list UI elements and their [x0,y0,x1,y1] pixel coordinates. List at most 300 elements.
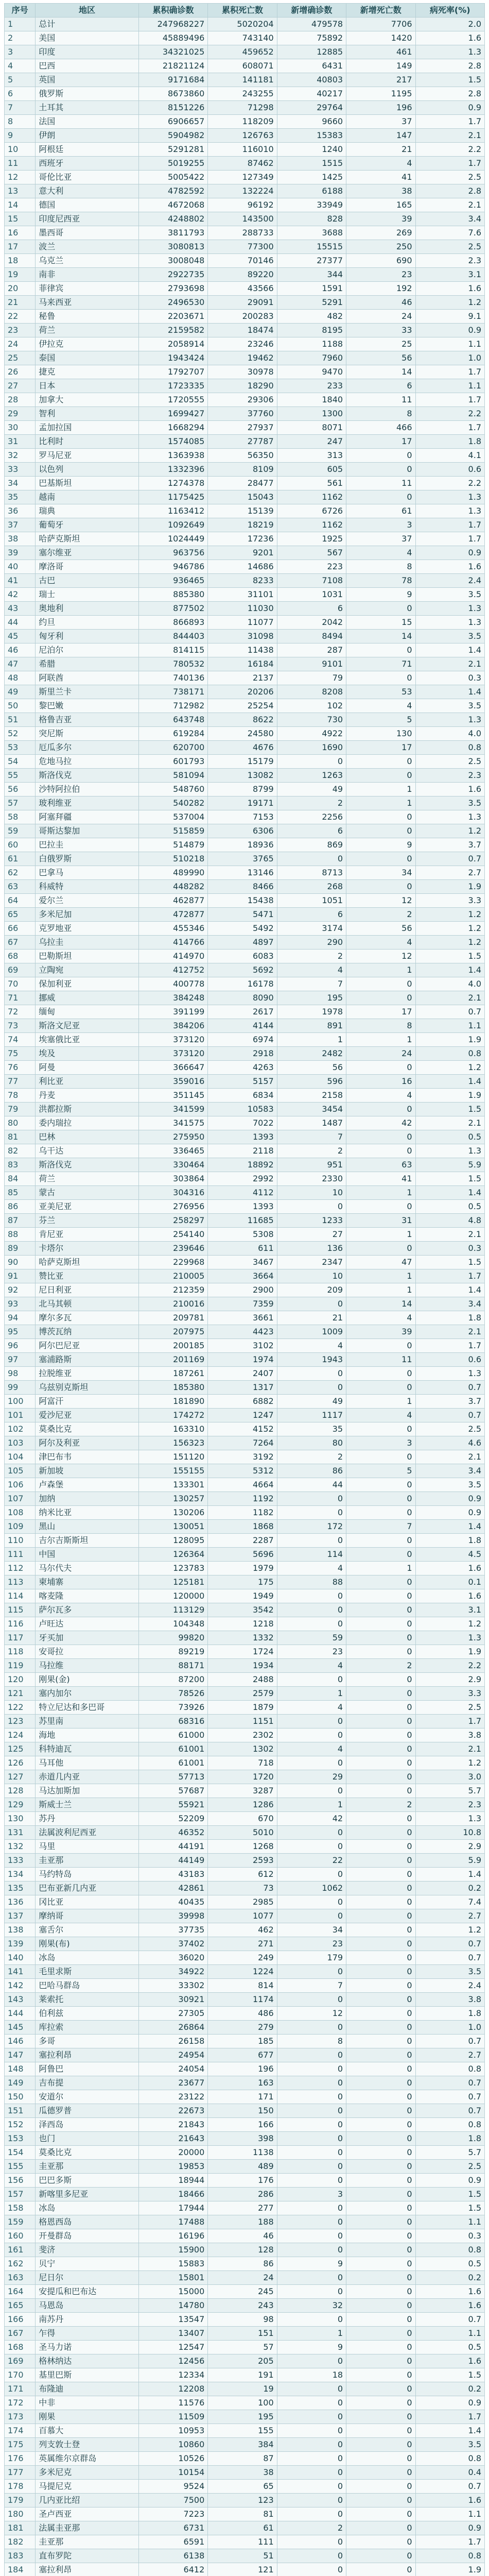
cell-cumulative-cases: 15883 [138,2257,207,2271]
cell-region: 挪威 [36,991,139,1005]
cell-region: 圭亚那 [36,2160,139,2174]
cell-region: 越南 [36,490,139,504]
cell-new-deaths: 0 [346,2118,415,2132]
cell-new-cases: 9 [277,2257,346,2271]
cell-cumulative-cases: 359016 [138,1075,207,1089]
cell-region: 马里 [36,1840,139,1854]
cell-new-cases: 1 [277,1687,346,1701]
cell-index: 68 [5,950,36,963]
cell-new-cases: 27 [277,1228,346,1242]
table-row [5,421,485,435]
table-row [5,449,485,463]
cell-cumulative-deaths: 30978 [208,365,277,379]
cell-cumulative-cases: 44149 [138,1854,207,1868]
cell-cumulative-cases: 27305 [138,2007,207,2021]
cell-region: 科威特 [36,880,139,894]
cell-index: 30 [5,421,36,435]
cell-cumulative-cases: 210005 [138,1269,207,1283]
cell-index: 65 [5,908,36,922]
cell-new-deaths: 0 [346,1367,415,1381]
cell-fatality-rate: 4.1 [415,449,484,463]
cell-new-cases: 88 [277,1575,346,1589]
cell-index: 66 [5,922,36,936]
cell-fatality-rate: 1.6 [415,2285,484,2299]
table-row [5,115,485,129]
cell-cumulative-deaths: 5492 [208,922,277,936]
cell-index: 160 [5,2229,36,2243]
cell-fatality-rate: 1.6 [415,282,484,296]
cell-cumulative-deaths: 15139 [208,504,277,518]
cell-index: 102 [5,1422,36,1436]
cell-new-cases: 344 [277,268,346,282]
cell-new-deaths: 0 [346,2174,415,2188]
cell-region: 泰国 [36,351,139,365]
table-row [5,1228,485,1242]
cell-region: 马达加斯加 [36,1784,139,1798]
cell-cumulative-cases: 200185 [138,1339,207,1353]
cell-new-cases: 0 [277,2480,346,2494]
cell-cumulative-deaths: 2302 [208,1728,277,1742]
cell-new-deaths: 1 [346,796,415,810]
cell-new-deaths: 31 [346,1214,415,1228]
cell-index: 64 [5,894,36,908]
cell-fatality-rate: 2.1 [415,1116,484,1130]
cell-cumulative-cases: 17488 [138,2215,207,2229]
cell-index: 166 [5,2313,36,2327]
cell-region: 古巴 [36,574,139,588]
cell-new-deaths: 0 [346,1381,415,1395]
table-row [5,1895,485,1909]
table-row [5,1520,485,1534]
table-row [5,407,485,421]
cell-region: 立陶宛 [36,963,139,977]
cell-index: 108 [5,1506,36,1520]
cell-cumulative-cases: 229968 [138,1256,207,1269]
table-row [5,1436,485,1450]
cell-region: 西班牙 [36,157,139,171]
cell-cumulative-cases: 1163412 [138,504,207,518]
cell-fatality-rate: 2.1 [415,657,484,671]
cell-new-cases: 8 [277,2035,346,2048]
cell-index: 31 [5,435,36,449]
cell-region: 圭亚那 [36,1854,139,1868]
table-row [5,546,485,560]
table-row [5,1993,485,2007]
cell-index: 59 [5,824,36,838]
cell-cumulative-deaths: 18936 [208,838,277,852]
cell-cumulative-deaths: 5010 [208,1826,277,1840]
cell-index: 104 [5,1450,36,1464]
cell-new-cases: 233 [277,379,346,393]
cell-cumulative-cases: 209781 [138,1311,207,1325]
cell-index: 135 [5,1882,36,1895]
cell-region: 中非 [36,2396,139,2410]
table-row [5,73,485,87]
cell-fatality-rate: 0.8 [415,2062,484,2076]
cell-region: 保加利亚 [36,977,139,991]
cell-region: 法属圭亚那 [36,2521,139,2535]
cell-new-deaths: 14 [346,1297,415,1311]
cell-index: 93 [5,1297,36,1311]
cell-new-cases: 0 [277,1909,346,1923]
table-row [5,1701,485,1715]
cell-cumulative-deaths: 398 [208,2132,277,2146]
cell-cumulative-cases: 113129 [138,1603,207,1617]
cell-new-cases: 0 [277,1506,346,1520]
table-header [5,4,485,18]
cell-index: 183 [5,2549,36,2563]
cell-new-deaths: 6 [346,379,415,393]
cell-cumulative-cases: 400778 [138,977,207,991]
table-row [5,2563,485,2576]
cell-cumulative-deaths: 288733 [208,226,277,240]
cell-region: 巴布亚新几内亚 [36,1882,139,1895]
table-row [5,254,485,268]
cell-fatality-rate: 1.2 [415,1061,484,1075]
cell-fatality-rate: 1.6 [415,1562,484,1575]
cell-index: 125 [5,1742,36,1756]
cell-new-deaths: 0 [346,2201,415,2215]
table-row [5,1075,485,1089]
cell-index: 145 [5,2021,36,2035]
cell-new-cases: 1051 [277,894,346,908]
cell-new-deaths: 9 [346,588,415,602]
cell-cumulative-cases: 212359 [138,1283,207,1297]
cell-region: 秘鲁 [36,310,139,324]
cell-region: 爱尔兰 [36,894,139,908]
cell-index: 6 [5,87,36,101]
cell-cumulative-deaths: 489 [208,2160,277,2174]
cell-cumulative-deaths: 677 [208,2048,277,2062]
cell-cumulative-deaths: 1720 [208,1770,277,1784]
cell-index: 13 [5,184,36,198]
cell-region: 乍得 [36,2327,139,2341]
cell-new-cases: 0 [277,1715,346,1728]
table-row [5,1965,485,1979]
cell-index: 37 [5,518,36,532]
cell-fatality-rate: 1.2 [415,1923,484,1937]
cell-fatality-rate: 1.1 [415,1019,484,1033]
cell-region: 肯尼亚 [36,1228,139,1242]
cell-new-deaths: 0 [346,1784,415,1798]
table-row [5,574,485,588]
cell-fatality-rate: 0.8 [415,741,484,755]
cell-new-cases: 1162 [277,518,346,532]
cell-new-cases: 0 [277,2285,346,2299]
header-cumulative-deaths: 累积死亡数 [208,4,277,18]
table-row [5,824,485,838]
cell-new-deaths: 0 [346,2438,415,2452]
cell-fatality-rate: 0.7 [415,1409,484,1422]
cell-region: 菲律宾 [36,282,139,296]
cell-new-cases: 0 [277,2174,346,2188]
table-row [5,1868,485,1882]
cell-cumulative-cases: 185380 [138,1381,207,1395]
table-row [5,240,485,254]
table-row [5,490,485,504]
cell-new-cases: 561 [277,477,346,490]
table-row [5,2174,485,2188]
cell-cumulative-deaths: 57 [208,2341,277,2354]
cell-fatality-rate: 1.9 [415,880,484,894]
cell-region: 委内瑞拉 [36,1116,139,1130]
cell-cumulative-deaths: 1974 [208,1353,277,1367]
cell-new-cases: 1840 [277,393,346,407]
cell-cumulative-cases: 7223 [138,2507,207,2521]
table-row [5,1673,485,1687]
cell-cumulative-cases: 5904982 [138,129,207,143]
cell-cumulative-deaths: 4664 [208,1478,277,1492]
cell-cumulative-deaths: 245 [208,2285,277,2299]
cell-new-deaths: 0 [346,1742,415,1756]
cell-new-cases: 42 [277,1812,346,1826]
cell-region: 马来西亚 [36,296,139,310]
cell-index: 35 [5,490,36,504]
cell-cumulative-cases: 33302 [138,1979,207,1993]
cell-fatality-rate: 2.1 [415,1325,484,1339]
cell-new-deaths: 0 [346,2563,415,2576]
cell-new-cases: 6188 [277,184,346,198]
cell-index: 142 [5,1979,36,1993]
cell-fatality-rate: 0.8 [415,2549,484,2563]
cell-region: 摩纳哥 [36,1909,139,1923]
cell-new-cases: 287 [277,643,346,657]
cell-cumulative-cases: 351145 [138,1089,207,1103]
table-row [5,1283,485,1297]
cell-new-deaths: 0 [346,671,415,685]
cell-fatality-rate: 1.2 [415,1756,484,1770]
cell-cumulative-cases: 155155 [138,1464,207,1478]
cell-fatality-rate: 1.7 [415,365,484,379]
cell-new-deaths: 17 [346,1005,415,1019]
cell-cumulative-deaths: 5312 [208,1464,277,1478]
cell-new-cases: 10 [277,1269,346,1283]
cell-new-cases: 56 [277,1061,346,1075]
cell-index: 50 [5,699,36,713]
cell-cumulative-deaths: 286 [208,2188,277,2201]
cell-region: 直布罗陀 [36,2549,139,2563]
cell-new-deaths: 38 [346,184,415,198]
cell-new-cases: 102 [277,699,346,713]
table-row [5,1186,485,1200]
cell-cumulative-cases: 52209 [138,1812,207,1826]
table-row [5,504,485,518]
cell-index: 27 [5,379,36,393]
cell-cumulative-cases: 1723335 [138,379,207,393]
cell-cumulative-deaths: 10583 [208,1103,277,1116]
cell-cumulative-deaths: 71298 [208,101,277,115]
cell-cumulative-cases: 23122 [138,2090,207,2104]
cell-region: 巴哈马群岛 [36,1979,139,1993]
cell-fatality-rate: 1.2 [415,922,484,936]
cell-new-deaths: 0 [346,1422,415,1436]
cell-region: 多米尼加 [36,908,139,922]
cell-new-deaths: 0 [346,1854,415,1868]
cell-index: 120 [5,1673,36,1687]
cell-new-deaths: 0 [346,2521,415,2535]
cell-fatality-rate: 1.9 [415,1645,484,1659]
cell-cumulative-deaths: 15438 [208,894,277,908]
cell-new-cases: 9470 [277,365,346,379]
cell-index: 32 [5,449,36,463]
cell-new-cases: 1240 [277,143,346,157]
table-row [5,532,485,546]
cell-cumulative-deaths: 16184 [208,657,277,671]
cell-fatality-rate: 0.3 [415,671,484,685]
cell-index: 21 [5,296,36,310]
cell-fatality-rate: 2.7 [415,2048,484,2062]
cell-new-cases: 482 [277,310,346,324]
cell-region: 阿富汗 [36,1395,139,1409]
cell-index: 34 [5,477,36,490]
cell-new-deaths: 37 [346,115,415,129]
cell-cumulative-deaths: 24580 [208,727,277,741]
cell-region: 塞拉利昂 [36,2048,139,2062]
table-row [5,2104,485,2118]
cell-fatality-rate: 0.7 [415,2104,484,2118]
cell-cumulative-deaths: 56350 [208,449,277,463]
cell-cumulative-cases: 1274378 [138,477,207,490]
table-row [5,2076,485,2090]
cell-index: 128 [5,1784,36,1798]
cell-cumulative-cases: 6138 [138,2549,207,2563]
cell-new-deaths: 0 [346,643,415,657]
cell-cumulative-cases: 6591 [138,2535,207,2549]
cell-region: 英属维尔京群岛 [36,2452,139,2466]
cell-cumulative-deaths: 155 [208,2424,277,2438]
cell-new-cases: 2 [277,2521,346,2535]
cell-fatality-rate: 1.5 [415,2368,484,2382]
cell-index: 39 [5,546,36,560]
cell-new-deaths: 17 [346,741,415,755]
cell-region: 尼日尔 [36,2271,139,2285]
cell-fatality-rate: 1.7 [415,518,484,532]
cell-index: 144 [5,2007,36,2021]
cell-fatality-rate: 1.2 [415,908,484,922]
cell-fatality-rate: 0.9 [415,2396,484,2410]
cell-index: 119 [5,1659,36,1673]
cell-fatality-rate: 3.7 [415,1395,484,1409]
cell-new-cases: 0 [277,1868,346,1882]
table-row [5,1798,485,1812]
cell-region: 安提瓜和巴布达 [36,2285,139,2299]
cell-index: 141 [5,1965,36,1979]
cell-region: 危地马拉 [36,755,139,769]
cell-fatality-rate: 1.4 [415,1186,484,1200]
cell-index: 100 [5,1395,36,1409]
cell-cumulative-deaths: 743140 [208,31,277,45]
cell-cumulative-deaths: 51 [208,2549,277,2563]
cell-index: 48 [5,671,36,685]
cell-new-deaths: 0 [346,1840,415,1854]
table-row [5,2160,485,2174]
table-row [5,560,485,574]
cell-fatality-rate: 0.9 [415,1492,484,1506]
cell-new-cases: 0 [277,2118,346,2132]
cell-index: 17 [5,240,36,254]
cell-cumulative-cases: 2496530 [138,296,207,310]
cell-new-cases: 34 [277,1923,346,1937]
cell-cumulative-deaths: 3765 [208,852,277,866]
cell-new-deaths: 2 [346,908,415,922]
cell-index: 124 [5,1728,36,1742]
cell-index: 110 [5,1534,36,1548]
cell-cumulative-cases: 1363938 [138,449,207,463]
table-row [5,296,485,310]
cell-new-deaths: 250 [346,240,415,254]
cell-index: 175 [5,2438,36,2452]
table-row [5,588,485,602]
table-row [5,2313,485,2327]
cell-new-cases: 247 [277,435,346,449]
table-row [5,1339,485,1353]
cell-new-cases: 0 [277,1381,346,1395]
cell-region: 开曼群岛 [36,2229,139,2243]
cell-new-cases: 0 [277,2396,346,2410]
cell-cumulative-deaths: 5157 [208,1075,277,1089]
cell-new-cases: 0 [277,2090,346,2104]
cell-cumulative-cases: 448282 [138,880,207,894]
cell-region: 百慕大 [36,2424,139,2438]
cell-new-cases: 6431 [277,59,346,73]
cell-cumulative-cases: 462877 [138,894,207,908]
cell-new-deaths: 78 [346,574,415,588]
cell-fatality-rate: 0.6 [415,1353,484,1367]
cell-index: 20 [5,282,36,296]
cell-region: 卡塔尔 [36,1242,139,1256]
cell-new-deaths: 25 [346,337,415,351]
header-region: 地区 [36,4,139,18]
cell-fatality-rate: 1.3 [415,616,484,630]
cell-index: 96 [5,1339,36,1353]
cell-index: 164 [5,2285,36,2299]
table-row [5,866,485,880]
cell-index: 67 [5,936,36,950]
cell-cumulative-cases: 3811793 [138,226,207,240]
cell-cumulative-cases: 44191 [138,1840,207,1854]
cell-fatality-rate: 1.2 [415,1617,484,1631]
cell-cumulative-deaths: 243255 [208,87,277,101]
cell-cumulative-cases: 40435 [138,1895,207,1909]
cell-cumulative-cases: 4248802 [138,212,207,226]
cell-fatality-rate: 2.2 [415,143,484,157]
cell-cumulative-deaths: 19462 [208,351,277,365]
cell-new-deaths: 0 [346,2368,415,2382]
table-row [5,226,485,240]
cell-new-deaths: 0 [346,2104,415,2118]
cell-region: 苏丹 [36,1812,139,1826]
cell-cumulative-deaths: 670 [208,1812,277,1826]
cell-cumulative-deaths: 3542 [208,1603,277,1617]
cell-cumulative-cases: 12456 [138,2354,207,2368]
cell-cumulative-cases: 601793 [138,755,207,769]
cell-cumulative-deaths: 1192 [208,1492,277,1506]
cell-new-cases: 2 [277,1144,346,1158]
cell-new-deaths: 0 [346,1575,415,1589]
cell-cumulative-deaths: 150 [208,2104,277,2118]
cell-cumulative-cases: 26864 [138,2021,207,2035]
cell-index: 11 [5,157,36,171]
cell-cumulative-cases: 12208 [138,2382,207,2396]
cell-new-deaths: 11 [346,477,415,490]
cell-index: 51 [5,713,36,727]
cell-cumulative-deaths: 5692 [208,963,277,977]
cell-region: 塞尔维亚 [36,546,139,560]
cell-cumulative-deaths: 271 [208,1937,277,1951]
cell-cumulative-deaths: 4263 [208,1061,277,1075]
cell-region: 智利 [36,407,139,421]
cell-fatality-rate: 3.5 [415,699,484,713]
